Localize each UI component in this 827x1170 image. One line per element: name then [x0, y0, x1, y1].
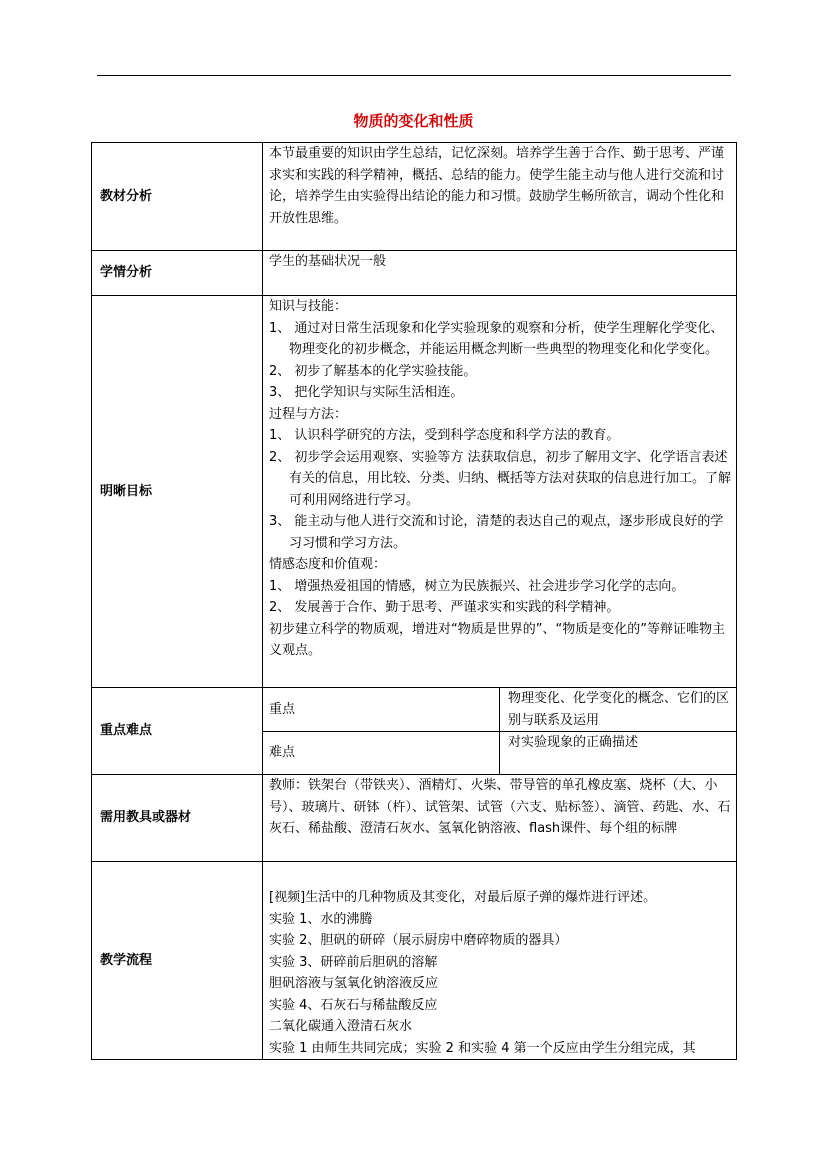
process-line-6: 实验 4、石灰石与稀盐酸反应 — [269, 997, 438, 1013]
content-student-analysis — [263, 251, 737, 296]
page-title: 物质的变化和性质 — [353, 112, 474, 130]
label-materials: 需用教具或器材 — [92, 775, 263, 862]
goals-process-3: 3、 能主动与他人进行交流和讨论，清楚的表达自己的观点，逐步形成良好的学习习惯和学习方法。 — [269, 514, 724, 551]
goals-process-1: 1、 认识科学研究的方法，受到科学态度和科学方法的教育。 — [269, 428, 620, 443]
content-difficult: 对实验现象的正确描述 — [500, 732, 737, 775]
row-materials — [92, 775, 737, 862]
process-line-4: 实验 3、研碎前后胆矾的溶解 — [269, 954, 438, 970]
goals-heading-process: 过程与方法： — [269, 406, 348, 422]
student-analysis-text: 学生的基础状况一般 — [269, 254, 387, 269]
goals-knowledge-2: 2、 初步了解基本的化学实验技能。 — [269, 363, 477, 379]
goals-heading-emotion: 情感态度和价值观： — [269, 557, 387, 572]
label-goals: 明晰目标 — [92, 296, 263, 688]
process-line-5: 胆矾溶液与氢氧化钠溶液反应 — [269, 976, 439, 991]
process-line-1: [视频]生活中的几种物质及其变化，对最后原子弹的爆炸进行评述。 — [269, 890, 657, 905]
label-process: 教学流程 — [92, 862, 263, 1060]
header-rule — [97, 75, 731, 76]
process-line-2: 实验 1、水的沸腾 — [269, 911, 373, 927]
row-process — [92, 862, 737, 1060]
label-textbook-analysis: 教材分析 — [92, 143, 263, 251]
goals-heading-knowledge: 知识与技能： — [269, 299, 348, 314]
row-key-point — [92, 688, 737, 732]
goals-emotion-3: 初步建立科学的物质观，增进对“物质是世界的”、“物质是变化的”等辩证唯物主义观点。 — [269, 621, 725, 658]
sublabel-key: 重点 — [263, 688, 500, 732]
textbook-analysis-text: 本节最重要的知识由学生总结，记忆深刻。培养学生善于合作、勤于思考、严谨求实和实践的科学精神，概括、总结的能力。使学生能主动与他人进行交流和讨论，培养学生由实验得出结论的能力和习惯。鼓励学生畅所欲言，调动个性化和开放性思维。 — [269, 146, 725, 226]
lesson-plan-table — [91, 142, 737, 1060]
row-student-analysis — [92, 251, 737, 296]
row-goals — [92, 296, 737, 688]
process-line-8: 实验 1 由师生共同完成；实验 2 和实验 4 第一个反应由学生分组完成，其 — [269, 1040, 696, 1056]
materials-text: 教师：铁架台（带铁夹）、酒精灯、火柴、带导管的单孔橡皮塞、烧杯（大、小号）、玻璃片、研钵（杵）、试管架、试管（六支、贴标签）、滴管、药匙、水、石灰石、稀盐酸、澄清石灰水、氢氧化钠溶液、flash课件、每个组的标牌 — [269, 778, 731, 836]
content-textbook-analysis — [263, 143, 737, 251]
content-goals — [263, 296, 737, 688]
goals-emotion-2: 2、 发展善于合作、勤于思考、严谨求实和实践的科学精神。 — [269, 600, 620, 615]
row-textbook-analysis — [92, 143, 737, 251]
goals-process-2: 2、 初步学会运用观察、实验等方 法获取信息，初步了解用文字、化学语言表述有关的信息，用比较、分类、归纳、概括等方法对获取的信息进行加工。了解可利用网络进行学习。 — [269, 449, 732, 508]
process-line-7: 二氧化碳通入澄清石灰水 — [269, 1019, 413, 1034]
content-key: 物理变化、化学变化的概念、它们的区别与联系及运用 — [500, 688, 737, 732]
label-student-analysis: 学情分析 — [92, 251, 263, 296]
label-key-difficult: 重点难点 — [92, 688, 263, 775]
content-process — [263, 862, 737, 1060]
goals-knowledge-3: 3、 把化学知识与实际生活相连。 — [269, 385, 464, 400]
goals-knowledge-1: 1、 通过对日常生活现象和化学实验现象的观察和分析，使学生理解化学变化、物理变化的初步概念，并能运用概念判断一些典型的物理变化和化学变化。 — [269, 320, 724, 357]
goals-emotion-1: 1、 增强热爱祖国的情感，树立为民族振兴、社会进步学习化学的志向。 — [269, 578, 685, 594]
content-materials — [263, 775, 737, 862]
sublabel-difficult: 难点 — [263, 732, 500, 775]
process-line-3: 实验 2、胆矾的研碎（展示厨房中磨碎物质的器具） — [269, 933, 568, 948]
